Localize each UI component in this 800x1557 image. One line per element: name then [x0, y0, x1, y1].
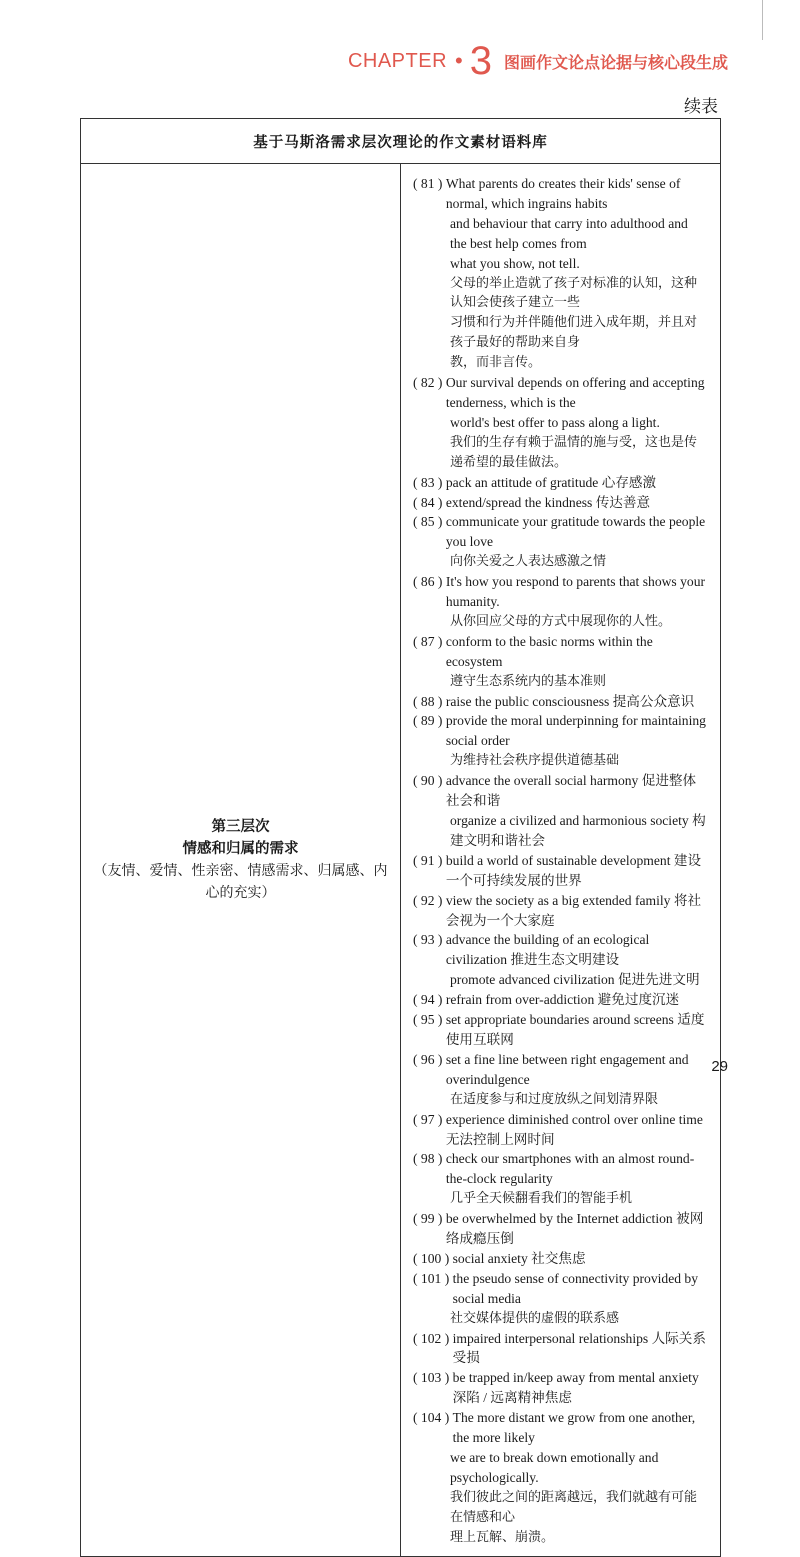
entry-continuation: we are to break down emotionally and psychologically. — [450, 1450, 659, 1485]
entry-text: refrain from over-addiction 避免过度沉迷 — [445, 992, 680, 1008]
entry-text: advance the building of an ecological civilization 推进生态文明建设 — [445, 932, 650, 968]
table-body-row — [81, 164, 721, 1557]
level-label: 第三层次 — [211, 818, 270, 835]
entry-translation: 我们的生存有赖于温情的施与受，这也是传递希望的最佳做法。 — [450, 434, 698, 470]
entry-first-line — [413, 692, 706, 712]
entry-first-line — [413, 851, 706, 891]
entry-number: ( 83 ) — [413, 474, 446, 490]
entry-first-line — [413, 891, 706, 931]
chapter-header — [347, 39, 728, 83]
need-detail: （友情、爱情、性亲密、情感需求、归属感、内心的充实） — [93, 862, 388, 901]
entry-text: communicate your gratitude towards the people you love — [445, 514, 706, 550]
page-crop-mark — [762, 0, 763, 40]
entry-text: Our survival depends on offering and accepting tenderness, which is the — [445, 375, 705, 410]
list-item — [413, 493, 706, 513]
entry-translation: 教，而非言传。 — [450, 355, 542, 371]
entry-first-line — [413, 930, 706, 970]
list-item — [413, 1050, 706, 1110]
entry-first-line — [413, 1269, 706, 1309]
entry-text: raise the public consciousness 提高公众意识 — [445, 693, 695, 709]
need-level-cell — [81, 164, 401, 1557]
list-item — [413, 771, 706, 851]
entry-number: ( 93 ) — [413, 932, 446, 948]
list-item — [413, 1368, 706, 1408]
list-item — [413, 373, 706, 473]
entry-text: social anxiety 社交焦虑 — [452, 1250, 586, 1266]
entry-continuation: what you show, not tell. — [450, 255, 580, 271]
entry-number: ( 87 ) — [413, 633, 446, 649]
entry-number: ( 96 ) — [413, 1051, 446, 1067]
list-item — [413, 891, 706, 931]
entry-text: set appropriate boundaries around screens 适度使用互联网 — [445, 1012, 705, 1047]
entry-number: ( 98 ) — [413, 1151, 446, 1167]
entry-number: ( 91 ) — [413, 852, 446, 868]
entry-translation: 几乎全天候翻看我们的智能手机 — [450, 1191, 633, 1207]
entry-translation: 向你关爱之人表达感激之情 — [450, 554, 607, 570]
chapter-number: 3 — [469, 39, 492, 83]
entry-text: set a fine line between right engagement and overindulgence — [445, 1051, 689, 1087]
entry-text: view the society as a big extended family 将社会视为一个大家庭 — [445, 892, 702, 928]
entry-first-line — [413, 990, 706, 1010]
list-item — [413, 1149, 706, 1209]
entry-translation: 遵守生态系统内的基本准则 — [450, 673, 607, 689]
entry-text: build a world of sustainable development 建设一个可持续发展的世界 — [445, 852, 702, 888]
entry-first-line — [413, 1209, 706, 1249]
entry-number: ( 95 ) — [413, 1012, 446, 1028]
entry-number: ( 89 ) — [413, 713, 446, 729]
need-label: 情感和归属的需求 — [182, 840, 299, 857]
list-item — [413, 1010, 706, 1050]
list-item — [413, 851, 706, 891]
entry-first-line — [413, 1408, 706, 1448]
continued-label: 续表 — [684, 97, 718, 117]
entry-first-line — [413, 373, 706, 413]
entry-translation: 理上瓦解、崩溃。 — [450, 1529, 555, 1545]
entry-number: ( 88 ) — [413, 693, 446, 709]
entry-continuation: promote advanced civilization 促进先进文明 — [450, 972, 700, 988]
entry-text: The more distant we grow from one another, the more likely — [452, 1410, 696, 1446]
entry-first-line — [413, 1149, 706, 1189]
entry-first-line — [413, 473, 706, 493]
entry-number: ( 81 ) — [413, 176, 446, 191]
entry-translation: 父母的举止造就了孩子对标准的认知，这种认知会使孩子建立一些 — [450, 275, 698, 311]
entry-text: experience diminished control over online time 无法控制上网时间 — [445, 1111, 703, 1147]
list-item — [413, 1408, 706, 1547]
entry-number: ( 84 ) — [413, 494, 446, 510]
entry-first-line — [413, 1329, 706, 1369]
list-item — [413, 1329, 706, 1369]
entry-first-line — [413, 174, 706, 214]
list-item — [413, 632, 706, 692]
entry-continuation: world's best offer to pass along a light. — [450, 414, 660, 430]
entry-number: ( 86 ) — [413, 574, 446, 590]
chapter-bullet-icon: • — [455, 48, 463, 73]
entry-first-line — [413, 493, 706, 513]
corpus-table — [80, 118, 721, 1557]
entry-text: It's how you respond to parents that shows your humanity. — [445, 574, 706, 610]
entry-translation: 习惯和行为并伴随他们进入成年期，并且对孩子最好的帮助来自身 — [450, 315, 698, 351]
chapter-title: 图画作文论点论据与核心段生成 — [503, 54, 728, 72]
entry-number: ( 104 ) — [413, 1410, 453, 1426]
list-item — [413, 711, 706, 771]
list-item — [413, 512, 706, 572]
entry-text: the pseudo sense of connectivity provided by social media — [452, 1270, 699, 1306]
entry-text: What parents do creates their kids' sense of normal, which ingrains habits — [445, 176, 681, 211]
entries-cell — [401, 164, 721, 1557]
entry-number: ( 82 ) — [413, 375, 446, 391]
list-item — [413, 473, 706, 493]
entry-text: impaired interpersonal relationships 人际关系受损 — [452, 1330, 706, 1366]
entry-number: ( 103 ) — [413, 1370, 453, 1386]
table-title: 基于马斯洛需求层次理论的作文素材语料库 — [81, 119, 721, 164]
entry-first-line — [413, 1368, 706, 1408]
entry-text: advance the overall social harmony 促进整体社会和谐 — [445, 773, 697, 809]
list-item — [413, 930, 706, 990]
entry-translation: 我们彼此之间的距离越远，我们就越有可能在情感和心 — [450, 1489, 698, 1525]
entry-translation: 在适度参与和过度放纵之间划清界限 — [450, 1091, 659, 1107]
entry-first-line — [413, 632, 706, 672]
list-item — [413, 990, 706, 1010]
table-title-row — [81, 119, 721, 164]
list-item — [413, 1209, 706, 1249]
page-number: 29 — [711, 1058, 728, 1075]
list-item — [413, 572, 706, 632]
entry-text: extend/spread the kindness 传达善意 — [445, 494, 651, 510]
entry-first-line — [413, 1249, 706, 1269]
entry-number: ( 100 ) — [413, 1250, 453, 1266]
entry-number: ( 94 ) — [413, 992, 446, 1008]
list-item — [413, 692, 706, 712]
list-item — [413, 1110, 706, 1150]
entry-first-line — [413, 1010, 706, 1050]
entry-first-line — [413, 711, 706, 751]
entry-text: check our smartphones with an almost round-the-clock regularity — [445, 1151, 695, 1187]
entry-translation: 从你回应父母的方式中展现你的人性。 — [450, 613, 672, 629]
entry-first-line — [413, 1050, 706, 1090]
entry-first-line — [413, 771, 706, 811]
entry-text: be trapped in/keep away from mental anxiety 深陷 / 远离精神焦虑 — [452, 1370, 699, 1406]
entry-first-line — [413, 572, 706, 612]
entry-list — [413, 174, 706, 1548]
entry-number: ( 85 ) — [413, 514, 446, 530]
entry-translation: 为维持社会秩序提供道德基础 — [450, 753, 620, 769]
chapter-word: CHAPTER — [347, 49, 448, 72]
list-item — [413, 174, 706, 373]
entry-number: ( 97 ) — [413, 1111, 446, 1127]
entry-first-line — [413, 1110, 706, 1150]
list-item — [413, 1269, 706, 1329]
entry-text: provide the moral underpinning for maintaining social order — [445, 713, 706, 749]
entry-number: ( 92 ) — [413, 892, 446, 908]
entry-text: conform to the basic norms within the ecosystem — [445, 633, 653, 669]
entry-text: be overwhelmed by the Internet addiction 被网络成瘾压倒 — [445, 1211, 704, 1247]
entry-continuation: and behaviour that carry into adulthood and the best help comes from — [450, 215, 688, 251]
entry-first-line — [413, 512, 706, 552]
entry-number: ( 101 ) — [413, 1270, 453, 1286]
entry-continuation: organize a civilized and harmonious society 构建文明和谐社会 — [450, 813, 706, 848]
entry-number: ( 102 ) — [413, 1330, 453, 1346]
entry-number: ( 99 ) — [413, 1211, 446, 1227]
list-item — [413, 1249, 706, 1269]
entry-translation: 社交媒体提供的虚假的联系感 — [450, 1310, 620, 1326]
entry-text: pack an attitude of gratitude 心存感激 — [445, 474, 657, 490]
entry-number: ( 90 ) — [413, 773, 446, 789]
